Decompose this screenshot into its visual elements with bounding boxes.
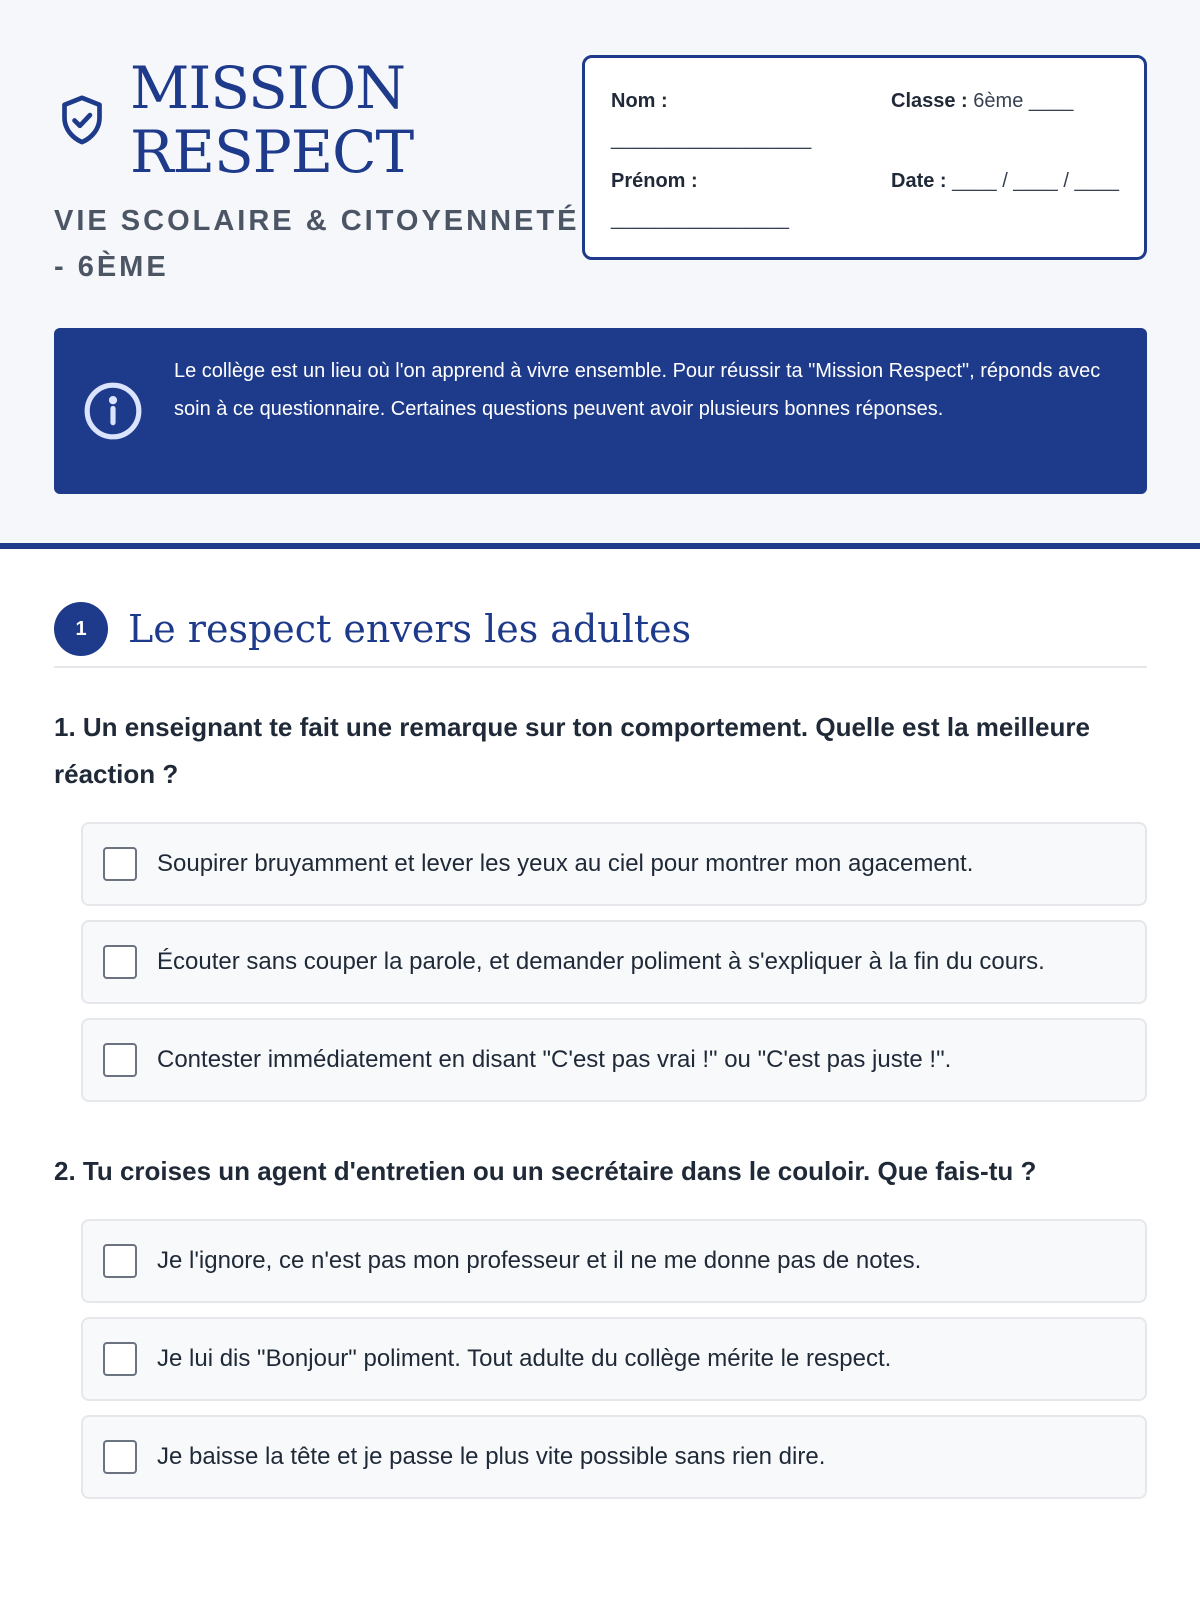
- page-title: [130, 56, 413, 184]
- checkbox[interactable]: [103, 1043, 137, 1077]
- checkbox[interactable]: [103, 1244, 137, 1278]
- question-1: 1. Un enseignant te fait une remarque sur ton comportement. Quelle est la meilleure réaction ?: [54, 712, 1090, 789]
- answer-text: Soupirer bruyamment et lever les yeux au ciel pour montrer mon agacement.: [157, 850, 974, 877]
- info-banner: [54, 328, 1147, 494]
- answer-text: Contester immédiatement en disant "C'est pas vrai !" ou "C'est pas juste !".: [157, 1046, 952, 1073]
- page-subtitle: VIE SCOLAIRE & CITOYENNETÉ - 6ÈME: [54, 205, 580, 283]
- answer-option[interactable]: [81, 1415, 1147, 1499]
- worksheet-header: [0, 0, 1200, 549]
- prenom-label: Prénom :: [611, 170, 698, 192]
- answer-option[interactable]: [81, 920, 1147, 1004]
- answer-option[interactable]: [81, 1317, 1147, 1401]
- info-circle-icon: [82, 380, 144, 442]
- classe-blank: 6ème ____: [973, 90, 1074, 112]
- nom-field[interactable]: [611, 82, 841, 158]
- section-title: Le respect envers les adultes: [128, 607, 692, 651]
- date-label: Date :: [891, 170, 947, 192]
- answer-text: Je lui dis "Bonjour" poliment. Tout adulte du collège mérite le respect.: [157, 1345, 892, 1372]
- title-line-2: RESPECT: [130, 118, 414, 186]
- student-info-box: [582, 55, 1147, 260]
- nom-label: Nom :: [611, 90, 668, 112]
- question-1-options: [81, 822, 1147, 1102]
- section-header: [54, 602, 1147, 668]
- checkbox[interactable]: [103, 1440, 137, 1474]
- question-2: 2. Tu croises un agent d'entretien ou un secrétaire dans le couloir. Que fais-tu ?: [54, 1156, 1037, 1186]
- classe-field[interactable]: [891, 82, 1121, 120]
- answer-option[interactable]: [81, 1018, 1147, 1102]
- question-2-options: [81, 1219, 1147, 1499]
- prenom-blank: ________________: [611, 208, 789, 230]
- answer-text: Je l'ignore, ce n'est pas mon professeur et il ne me donne pas de notes.: [157, 1247, 922, 1274]
- date-blank: ____ / ____ / ____: [952, 170, 1119, 192]
- nom-blank: __________________: [611, 128, 812, 150]
- title-line-1: MISSION: [130, 54, 405, 122]
- classe-label: Classe :: [891, 90, 968, 112]
- brand-block: [54, 56, 584, 290]
- answer-option[interactable]: [81, 822, 1147, 906]
- checkbox[interactable]: [103, 945, 137, 979]
- answer-text: Écouter sans couper la parole, et demander poliment à s'expliquer à la fin du cours.: [157, 948, 1045, 975]
- prenom-field[interactable]: [611, 162, 841, 238]
- checkbox[interactable]: [103, 1342, 137, 1376]
- date-field[interactable]: [891, 162, 1121, 200]
- answer-text: Je baisse la tête et je passe le plus vite possible sans rien dire.: [157, 1443, 826, 1470]
- quiz-content: [54, 602, 1147, 1513]
- section-number-badge: 1: [54, 602, 108, 656]
- info-text: Le collège est un lieu où l'on apprend à vivre ensemble. Pour réussir ta "Mission Respect", réponds avec soin à ce questionnaire. Certaines questions peuvent avoir plusieurs bonnes réponses.: [174, 360, 1101, 420]
- checkbox[interactable]: [103, 847, 137, 881]
- shield-check-icon: [54, 92, 110, 148]
- title-row: [54, 56, 584, 184]
- answer-option[interactable]: [81, 1219, 1147, 1303]
